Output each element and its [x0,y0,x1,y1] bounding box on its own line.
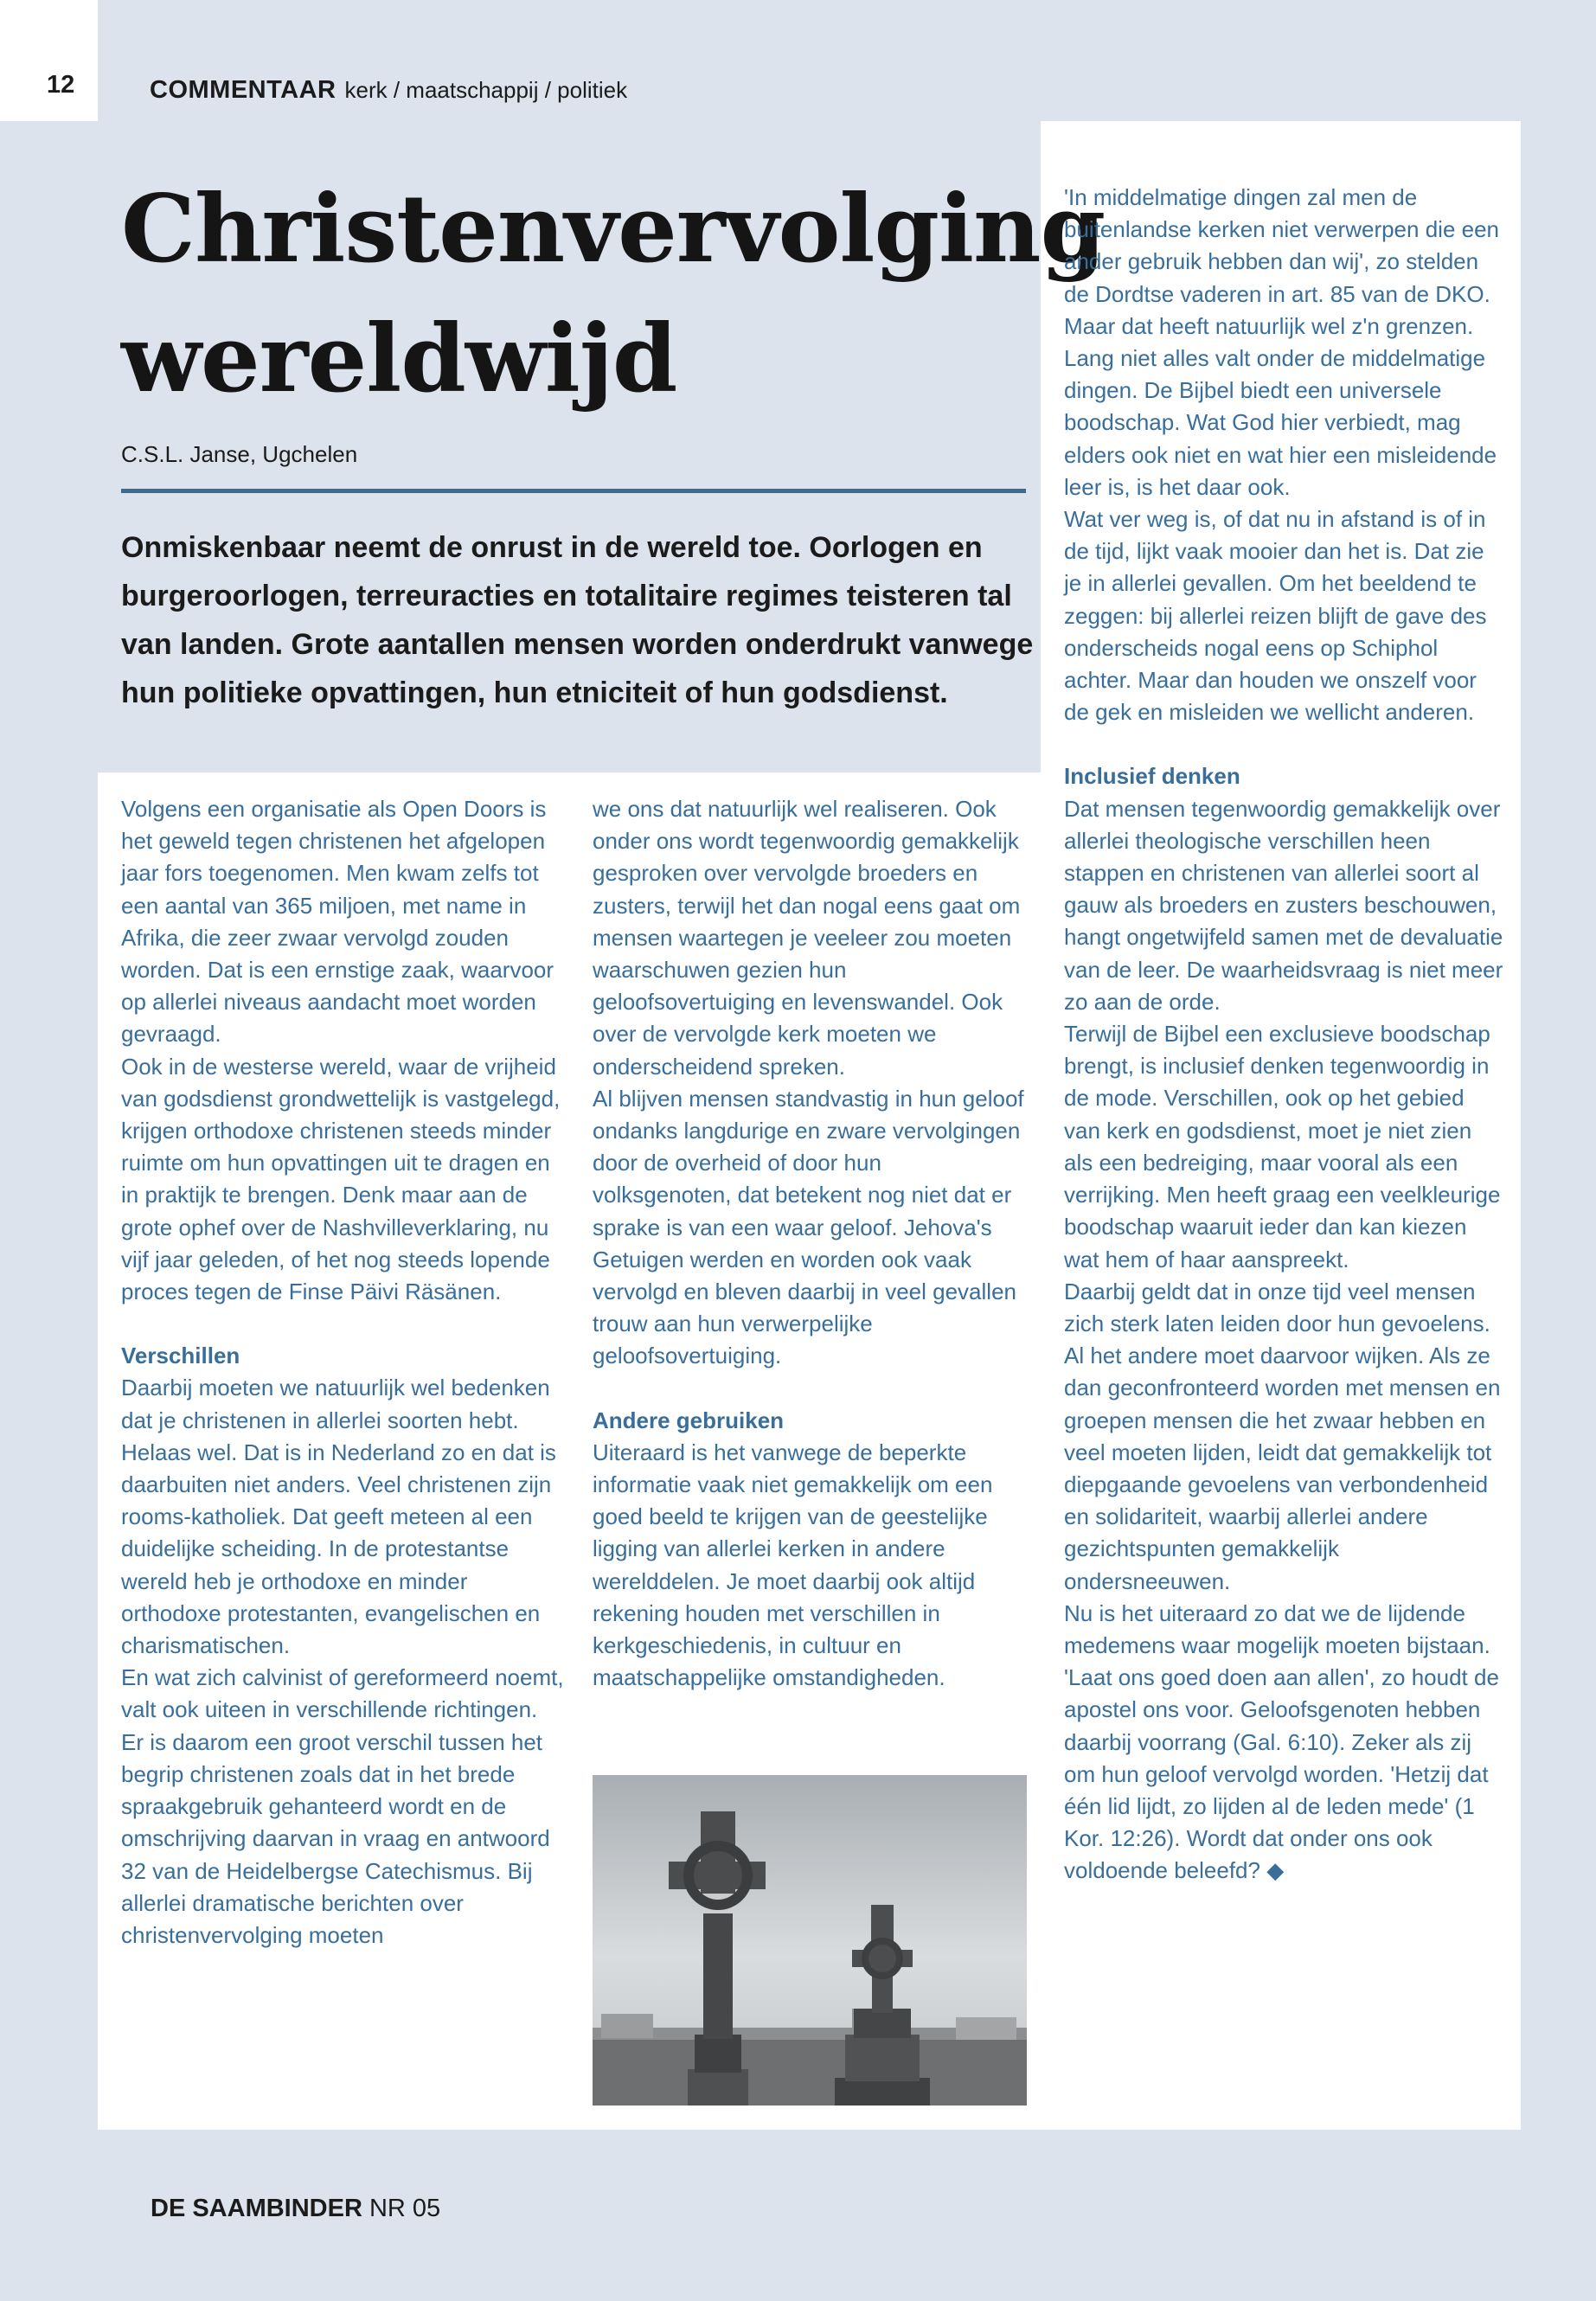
body-column-2 [593,793,1025,1694]
article-title [121,164,1106,424]
magazine-name: DE SAAMBINDER [151,2195,362,2222]
page-number: 12 [47,71,75,99]
paragraph: Dat mensen tegenwoordig gemakkelijk over allerlei theologische verschillen heen stappen en christenen van allerlei soort al gauw als broeders en zusters beschouwen, hangt ongetwijfeld samen met de devaluatie van de leer. De waarheidsvraag is niet meer zo aan de orde. [1064,795,1503,1015]
body-column-1 [121,793,571,1952]
cemetery-crosses-photo [593,1775,1027,2106]
paragraph: Wat ver weg is, of dat nu in afstand is of in de tijd, lijkt vaak mooier dan het is. Dat zie je in allerlei gevallen. Om het beeldend te zeggen: bij allerlei reizen blijft de gave des onderscheids nogal eens op Schiphol achter. Maar dan houden we onszelf voor de gek en misleiden we wellicht anderen. [1064,506,1487,726]
paragraph: Ook in de westerse wereld, waar de vrijheid van godsdienst grondwettelijk is vastgelegd, krijgen orthodoxe christenen steeds minder ruimte om hun opvattingen uit te dragen en in praktijk te brengen. Denk maar aan de grote ophef over de Nashvilleverklaring, nu vijf jaar geleden, of het nog steeds lopende proces tegen de Finse Päivi Räsänen. [121,1053,561,1305]
article-lead: Onmiskenbaar neemt de onrust in de wereld toe. Oorlogen en burgeroorlogen, terreuracties en totalitaire regimes teisteren tal van landen. Grote aantallen mensen worden onderdrukt vanwege hun politieke opvattingen, hun etniciteit of hun godsdienst. [121,531,1034,709]
page-number-box [0,0,98,121]
issue-number: NR 05 [369,2195,441,2222]
section-header [150,76,627,105]
paragraph: Daarbij moeten we natuurlijk wel bedenken dat je christenen in allerlei soorten hebt. Helaas wel. Dat is in Nederland zo en dat is daarbuiten niet anders. Veel christenen zijn rooms-katholiek. Dat geeft meteen al een duidelijke scheiding. In de protestantse wereld heb je orthodoxe en minder orthodoxe protestanten, evangelischen en charismatischen. [121,1375,556,1659]
paragraph: 'In middelmatige dingen zal men de buitenlandse kerken niet verwerpen die een ander gebruik hebben dan wij', zo stelden de Dordtse vaderen in art. 85 van de DKO. [1064,184,1500,307]
subheading-verschillen: Verschillen [121,1343,240,1369]
paragraph: Volgens een organisatie als Open Doors is het geweld tegen christenen het afgelopen jaar fors toegenomen. Men kwam zelfs tot een aantal van 365 miljoen, met name in Afrika, die zeer zwaar vervolgd zouden worden. Dat is een ernstige zaak, waarvoor op allerlei niveaus aandacht moet worden gevraagd. [121,796,554,1048]
paragraph: Uiteraard is het vanwege de beperkte informatie vaak niet gemakkelijk om een goed beeld te krijgen van de geestelijke ligging van allerlei kerken in andere werelddelen. Je moet daarbij ook altijd rekening houden met verschillen in kerkgeschiedenis, in cultuur en maatschappelijke omstandigheden. [593,1439,993,1691]
section-label: COMMENTAAR [150,76,337,104]
title-line-1: Christenvervolging [121,175,1106,284]
paragraph: Maar dat heeft natuurlijk wel z'n grenzen. Lang niet alles valt onder de middelmatige dingen. De Bijbel biedt een universele boodschap. Wat God hier verbiedt, mag elders ook niet en wat hier een misleidende leer is, is het daar ook. [1064,312,1497,500]
paragraph: Er is daarom een groot verschil tussen het begrip christenen zoals dat in het brede spraakgebruik gehanteerd wordt en de omschrijving daarvan in vraag en antwoord 32 van de Heidelbergse Catechismus. Bij allerlei dramatische berichten over christenvervolging moeten [121,1728,550,1948]
paragraph: Terwijl de Bijbel een exclusieve boodschap brengt, is inclusief denken tegenwoordig in de mode. Verschillen, ook op het gebied van kerk en godsdienst, moet je niet zien als een bedreiging, maar vooral als een verrijking. Men heeft graag een veelkleurige boodschap waaruit ieder dan kan kiezen wat hem of haar aanspreekt. [1064,1021,1501,1272]
paragraph: Nu is het uiteraard zo dat we de lijdende medemens waar mogelijk moeten bijstaan. 'Laat ons goed doen aan allen', zo houdt de apostel ons voor. Geloofsgenoten hebben daarbij voorrang (Gal. 6:10). Zeker als zij om hun geloof vervolgd worden. 'Hetzij dat één lid lijdt, zo lijden al de leden mede' (1 Kor. 12:26). Wordt dat onder ons ook voldoende beleefd? ◆ [1064,1599,1499,1884]
paragraph: En wat zich calvinist of gereformeerd noemt, valt ook uiteen in verschillende richtingen. [121,1664,564,1723]
paragraph: we ons dat natuurlijk wel realiseren. Ook onder ons wordt tegenwoordig gemakkelijk gesproken over vervolgde broeders en zusters, terwijl het dan nogal eens gaat om mensen waartegen je veeleer zou moeten waarschuwen gezien hun geloofsovertuiging en levenswandel. Ook over de vervolgde kerk moeten we onderscheidend spreken. [593,796,1021,1080]
body-column-3 [1064,182,1505,1888]
paragraph: Al blijven mensen standvastig in hun geloof ondanks langdurige en zware vervolgingen door de overheid of door hun volksgenoten, dat betekent nog niet dat er sprake is van een waar geloof. Jehova's Getuigen werden en worden ook vaak vervolgd en bleven daarbij in veel gevallen trouw aan hun verwerpelijke geloofsovertuiging. [593,1085,1024,1369]
title-divider [121,489,1026,493]
paragraph: Daarbij geldt dat in onze tijd veel mensen zich sterk laten leiden door hun gevoelens. Al het andere moet daarvoor wijken. Als ze dan geconfronteerd worden met mensen en groepen mensen die het zwaar hebben en veel moeten lijden, leidt dat gemakkelijk tot diepgaande gevoelens van verbondenheid en solidariteit, waarbij allerlei andere gezichtspunten gemakkelijk ondersneeuwen. [1064,1278,1501,1594]
title-line-2: wereldwijd [121,304,677,413]
article-author: C.S.L. Janse, Ugchelen [121,441,358,467]
subsection-label: kerk / maatschappij / politiek [344,77,628,103]
subheading-andere-gebruiken: Andere gebruiken [593,1407,785,1433]
page-footer [151,2195,440,2223]
subheading-inclusief-denken: Inclusief denken [1064,763,1240,790]
